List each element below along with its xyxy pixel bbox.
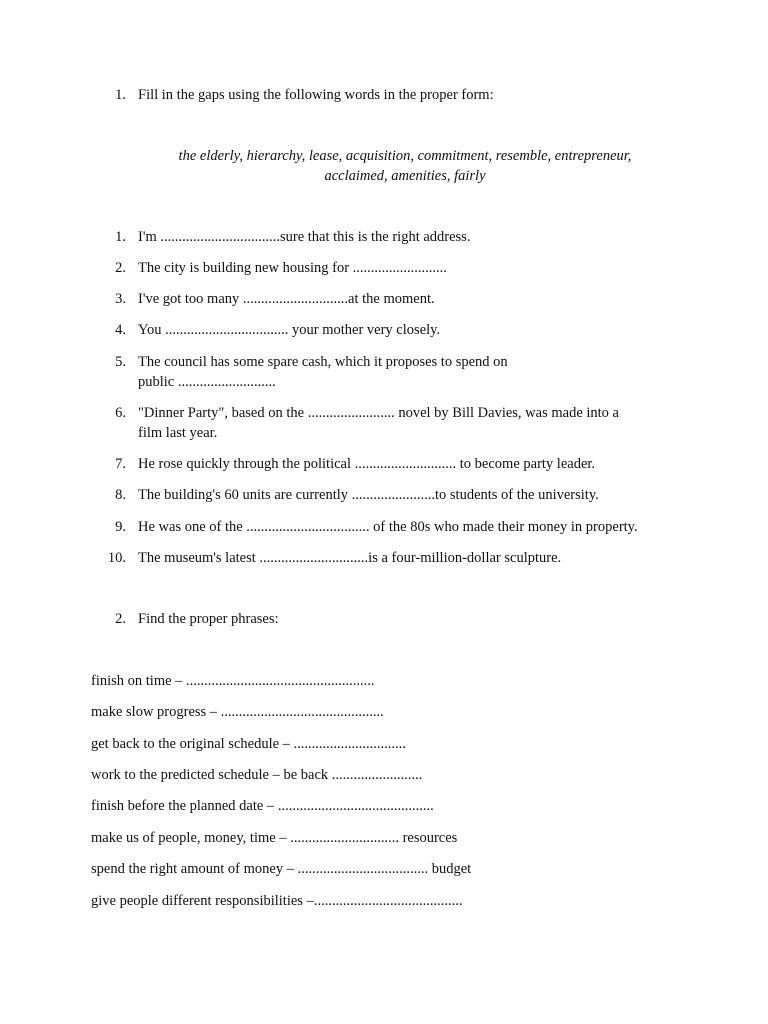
phrase-item: work to the predicted schedule – be back ......................... [91, 767, 423, 783]
item-number: 1. [115, 229, 126, 245]
item-text: You .................................. your mother very closely. [138, 322, 441, 338]
item-number: 9. [115, 519, 126, 535]
item-text: He was one of the .................................. of the 80s who made their money in property. [138, 519, 638, 535]
phrase-item: make us of people, money, time – .............................. resources [91, 830, 458, 846]
item-text-line2: film last year. [138, 425, 218, 441]
item-number: 5. [115, 354, 126, 370]
list-item-continuation [138, 424, 217, 442]
item-number: 6. [115, 405, 126, 421]
item-text-line2: public ........................... [138, 374, 276, 390]
item-text-line1: The council has some spare cash, which it proposes to spend on [138, 354, 508, 370]
section2-heading-text: Find the proper phrases: [138, 611, 279, 627]
item-number: 7. [115, 456, 126, 472]
word-list-line1: the elderly, hierarchy, lease, acquisition, commitment, resemble, entrepreneur, [178, 148, 632, 164]
item-text: The building's 60 units are currently .......................to students of the university. [138, 487, 599, 503]
section1-number: 1. [115, 87, 126, 103]
item-number: 8. [115, 487, 126, 503]
item-number: 10. [107, 550, 126, 566]
phrase-item: finish before the planned date – ........................................... [91, 798, 434, 814]
word-list [100, 146, 710, 186]
phrase-item: get back to the original schedule – ............................... [91, 736, 406, 752]
item-text: The museum's latest ..............................is a four-million-dollar sculpture. [138, 550, 562, 566]
phrase-item: give people different responsibilities –......................................... [91, 893, 463, 909]
item-text: I'm .................................sure that this is the right address. [138, 229, 471, 245]
list-item-continuation [138, 373, 276, 391]
section1-heading-text: Fill in the gaps using the following words in the proper form: [138, 87, 494, 103]
phrase-item: make slow progress – ............................................. [91, 704, 384, 720]
item-text: The city is building new housing for .......................... [138, 260, 447, 276]
item-number: 4. [115, 322, 126, 338]
word-list-line2: acclaimed, amenities, fairly [324, 168, 486, 184]
phrase-item: spend the right amount of money – .................................... budget [91, 861, 472, 877]
item-text-line1: "Dinner Party", based on the ........................ novel by Bill Davies, was made into a [138, 405, 619, 421]
phrase-item: finish on time – .................................................... [91, 673, 375, 689]
item-text: He rose quickly through the political ............................ to become party leader. [138, 456, 596, 472]
item-number: 2. [115, 260, 126, 276]
item-number: 3. [115, 291, 126, 307]
item-text: I've got too many .............................at the moment. [138, 291, 435, 307]
section2-number: 2. [115, 611, 126, 627]
